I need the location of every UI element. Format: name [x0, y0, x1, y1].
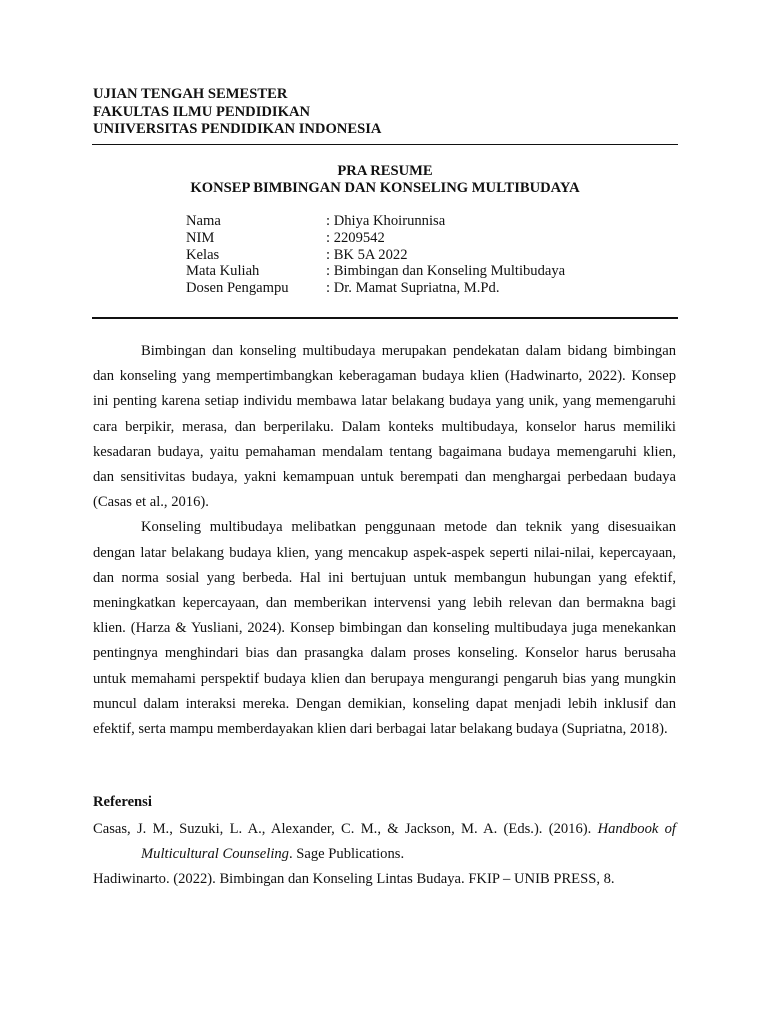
- header-exam-title: UJIAN TENGAH SEMESTER: [93, 86, 288, 102]
- references-heading: Referensi: [93, 794, 152, 810]
- info-value: : BK 5A 2022: [326, 246, 408, 263]
- info-row-mata-kuliah: [186, 263, 565, 280]
- document-title: [92, 163, 678, 196]
- document-header: [93, 86, 381, 139]
- info-label: NIM: [186, 229, 215, 246]
- info-value: : 2209542: [326, 229, 385, 246]
- info-row-kelas: [186, 247, 565, 264]
- info-row-nim: [186, 230, 565, 247]
- body-text: [93, 339, 676, 742]
- header-divider: [92, 144, 678, 145]
- reference-publisher: . Sage Publications.: [288, 846, 405, 863]
- info-label: Kelas: [186, 246, 220, 263]
- paragraph-1: Bimbingan dan konseling multibudaya merupakan pendekatan dalam bidang bimbingan dan konseling yang mempertimbangkan keberagaman budaya klien (Hadwinarto, 2022). Konsep ini penting karena setiap individu membawa latar belakang budaya yang unik, yang memengaruhi cara berpikir, merasa, dan berperilaku. Dalam konteks multibudaya, konselor harus memiliki kesadaran budaya, yaitu pemahaman mendalam tentang bagaimana budaya memengaruhi klien, dan sensitivitas budaya, yakni kemampuan untuk berempati dan menghargai perbedaan budaya (Casas et al., 2016).: [93, 343, 676, 511]
- references-list: [93, 817, 676, 893]
- info-value: : Dhiya Khoirunnisa: [326, 213, 446, 229]
- student-info: [186, 213, 565, 297]
- info-divider: [92, 317, 678, 319]
- reference-book-title: Handbook of Multicultural Counseling: [141, 821, 676, 863]
- info-value: : Dr. Mamat Supriatna, M.Pd.: [326, 280, 500, 297]
- info-row-dosen: [186, 280, 565, 297]
- info-label: Mata Kuliah: [186, 263, 260, 280]
- info-value: : Bimbingan dan Konseling Multibudaya: [326, 263, 566, 280]
- reference-item-casas: [93, 817, 676, 867]
- title-line-1: PRA RESUME: [337, 163, 433, 179]
- info-label: Nama: [186, 213, 221, 229]
- reference-item-hadiwinarto: Hadiwinarto. (2022). Bimbingan dan Konseling Lintas Budaya. FKIP – UNIB PRESS, 8.: [93, 871, 615, 888]
- info-row-nama: [186, 213, 565, 230]
- title-line-2: KONSEP BIMBINGAN DAN KONSELING MULTIBUDAYA: [190, 179, 580, 196]
- header-faculty: FAKULTAS ILMU PENDIDIKAN: [93, 103, 311, 120]
- reference-text: Casas, J. M., Suzuki, L. A., Alexander, C. M., & Jackson, M. A. (Eds.). (2016).: [93, 821, 598, 837]
- header-university: UNIIVERSITAS PENDIDIKAN INDONESIA: [93, 121, 382, 137]
- paragraph-2: Konseling multibudaya melibatkan penggunaan metode dan teknik yang disesuaikan dengan latar belakang budaya klien, yang mencakup aspek-aspek seperti nilai-nilai, kepercayaan, dan norma sosial yang berbeda. Hal ini bertujuan untuk membangun hubungan yang efektif, meningkatkan kepercayaan, dan memberikan intervensi yang lebih relevan dan bermakna bagi klien. (Harza & Yusliani, 2024). Konsep bimbingan dan konseling multibudaya juga menekankan pentingnya menghindari bias dan prasangka dalam proses konseling. Konselor harus berusaha untuk memahami perspektif budaya klien dan berupaya mengurangi pengaruh bias yang mungkin muncul dalam interaksi mereka. Dengan demikian, konseling dapat menjadi lebih inklusif dan efektif, serta mampu memberdayakan klien dari berbagai latar belakang budaya (Supriatna, 2018).: [93, 519, 676, 738]
- info-label: Dosen Pengampu: [186, 280, 289, 297]
